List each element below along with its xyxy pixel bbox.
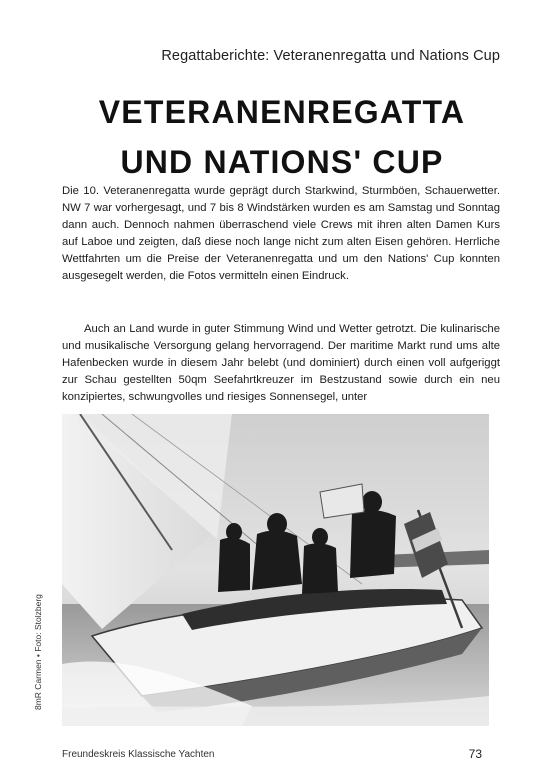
article-paragraph-1: Die 10. Veteranenregatta wurde geprägt durch Starkwind, Sturmböen, Schauerwetter. NW 7 war vorhergesagt, und 7 bis 8 Windstärken wurden es am Samstag und Sonntag dann auch. Dennoch nahmen überraschend viele Crews mit ihren alten Damen Kurs auf Laboe und zeigten, daß diese noch lange nicht zum alten Eisen gehören. Herrliche Wettfahrten um die Preise der Veteranenregatta und um den Nations' Cup konnten ausgesegelt werden, die Fotos vermitteln einen Eindruck. xyxy=(62,185,500,283)
page-number: 73 xyxy=(468,747,482,761)
article-title-line-1: VETERANENREGATTA xyxy=(98,94,466,130)
article-title-line-2: UND NATIONS' CUP xyxy=(120,144,444,180)
section-header: Regattaberichte: Veteranenregatta und Nations Cup xyxy=(161,48,500,64)
sailing-yacht-photo xyxy=(62,414,489,726)
article-paragraph-2: Auch an Land wurde in guter Stimmung Wind und Wetter getrotzt. Die kulinarische und musikalische Versorgung gelang hervorragend. Der maritime Markt rund ums alte Hafenbecken wurde in diesem Jahr belebt (und dominiert) durch einen voll aufgeriggt zur Schau gestellten 50qm Seefahrtkreuzer im Bestzustand sowie durch ein neu konzipiertes, schwungvolles und riesiges Sonnensegel, unter xyxy=(62,323,500,404)
sailing-yacht-illustration xyxy=(62,414,489,726)
footer-publication: Freundeskreis Klassische Yachten xyxy=(62,749,215,760)
photo-credit: 8mR Carmen • Foto: Stolzberg xyxy=(33,594,43,710)
